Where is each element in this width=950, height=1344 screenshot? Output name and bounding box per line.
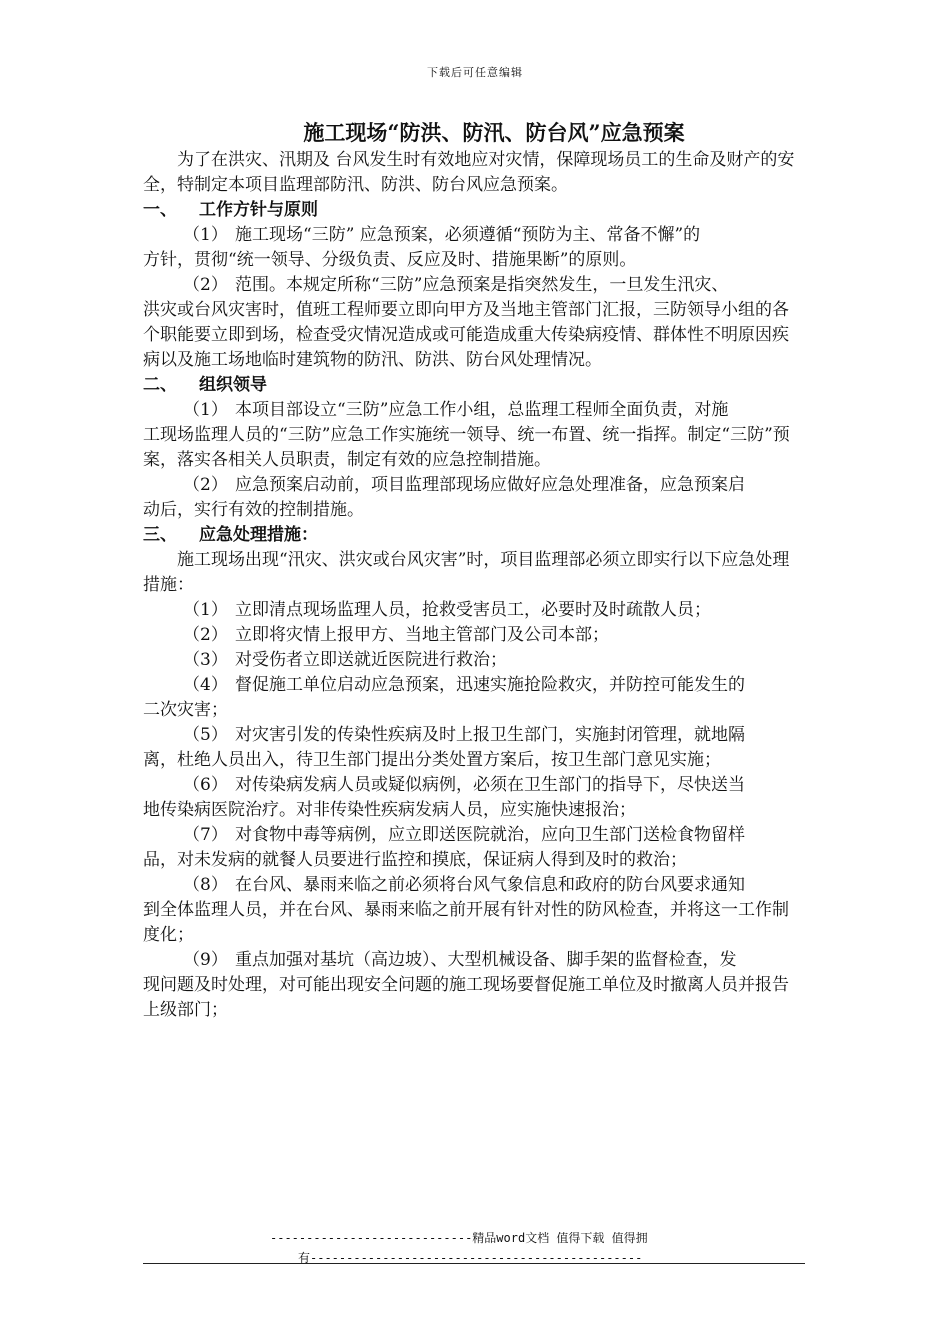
- list-item: [143, 873, 805, 898]
- item-number: （2）: [183, 475, 228, 495]
- item-text: 本项目部设立“三防”应急工作小组，总监理工程师全面负责，对施: [235, 400, 729, 420]
- item-continuation: 洪灾或台风灾害时，值班工程师要立即向甲方及当地主管部门汇报，三防领导小组的各个职能要立即到场，检查受灾情况造成或可能造成重大传染病疫情、群体性不明原因疾病以及施工场地临时建筑物的防汛、防洪、防台风处理情况。: [143, 300, 789, 370]
- item-number: （5）: [183, 725, 228, 745]
- item-text: 应急预案启动前，项目监理部现场应做好应急处理准备，应急预案启: [235, 475, 745, 495]
- section-2-heading: 二、 组织领导: [143, 375, 267, 395]
- item-number: （3）: [183, 650, 228, 670]
- item-number: （9）: [183, 950, 228, 970]
- item-text: 立即清点现场监理人员，抢救受害员工，必要时及时疏散人员；: [235, 600, 711, 620]
- footer-line-1: ----------------------------精品word文档 值得下载 值得拥: [270, 1231, 648, 1245]
- item-text: 在台风、暴雨来临之前必须将台风气象信息和政府的防台风要求通知: [235, 875, 745, 895]
- list-item: [143, 823, 805, 848]
- list-item: [143, 273, 805, 298]
- list-item: [143, 598, 805, 623]
- page-header: 下载后可任意编辑: [427, 66, 523, 79]
- list-item: [143, 398, 805, 423]
- section-3-heading: 三、 应急处理措施：: [143, 525, 318, 545]
- list-item: [143, 648, 805, 673]
- item-number: （1）: [183, 600, 228, 620]
- item-number: （7）: [183, 825, 228, 845]
- item-text: 对食物中毒等病例，应立即送医院就治，应向卫生部门送检食物留样: [235, 825, 745, 845]
- item-continuation: 动后，实行有效的控制措施。: [143, 500, 364, 520]
- item-number: （2）: [183, 625, 228, 645]
- list-item: [143, 623, 805, 648]
- item-number: （1）: [183, 225, 228, 245]
- item-text: 施工现场“三防” 应急预案，必须遵循“预防为主、常备不懈”的: [235, 225, 701, 245]
- item-text: 重点加强对基坑（高边坡）、大型机械设备、脚手架的监督检查，发: [235, 950, 737, 970]
- document-title: 施工现场“防洪、防汛、防台风”应急预案: [303, 120, 685, 145]
- section-1-heading: 一、 工作方针与原则: [143, 200, 318, 220]
- item-continuation: 地传染病医院治疗。对非传染性疾病发病人员，应实施快速报治；: [143, 800, 636, 820]
- item-text: 督促施工单位启动应急预案，迅速实施抢险救灾，并防控可能发生的: [235, 675, 745, 695]
- item-continuation: 离，杜绝人员出入，待卫生部门提出分类处置方案后，按卫生部门意见实施；: [143, 750, 721, 770]
- item-continuation: 方针，贯彻“统一领导、分级负责、反应及时、措施果断”的原则。: [143, 250, 637, 270]
- item-text: 立即将灾情上报甲方、当地主管部门及公司本部；: [235, 625, 609, 645]
- footer-line-2: 有----------------------------------------------: [298, 1251, 643, 1265]
- list-item: [143, 673, 805, 698]
- item-continuation: 现问题及时处理，对可能出现安全问题的施工现场要督促施工单位及时撤离人员并报告上级部门；: [143, 975, 789, 1020]
- item-number: （8）: [183, 875, 228, 895]
- item-number: （2）: [183, 275, 228, 295]
- page-footer: [270, 1228, 690, 1268]
- intro-paragraph: 为了在洪灾、汛期及 台风发生时有效地应对灾情，保障现场员工的生命及财产的安全，特制定本项目监理部防汛、防洪、防台风应急预案。: [143, 150, 795, 195]
- item-continuation: 品，对未发病的就餐人员要进行监控和摸底，保证病人得到及时的救治；: [143, 850, 687, 870]
- footer-rule: [143, 1263, 805, 1264]
- section-3-items: [143, 598, 805, 1023]
- item-continuation: 二次灾害；: [143, 700, 228, 720]
- list-item: [143, 473, 805, 498]
- item-text: 对传染病发病人员或疑似病例，必须在卫生部门的指导下，尽快送当: [235, 775, 745, 795]
- list-item: [143, 948, 805, 973]
- item-number: （4）: [183, 675, 228, 695]
- document-body: [143, 118, 805, 1023]
- item-number: （1）: [183, 400, 228, 420]
- item-continuation: 工现场监理人员的“三防”应急工作实施统一领导、统一布置、统一指挥。制定“三防”预案，落实各相关人员职责，制定有效的应急控制措施。: [143, 425, 790, 470]
- section-2-items: [143, 398, 805, 523]
- list-item: [143, 223, 805, 248]
- item-number: （6）: [183, 775, 228, 795]
- section-3-intro: 施工现场出现“汛灾、洪灾或台风灾害”时，项目监理部必须立即实行以下应急处理措施：: [143, 550, 790, 595]
- item-text: 范围。本规定所称“三防”应急预案是指突然发生，一旦发生汛灾、: [235, 275, 729, 295]
- item-text: 对受伤者立即送就近医院进行救治；: [235, 650, 507, 670]
- item-continuation: 到全体监理人员，并在台风、暴雨来临之前开展有针对性的防风检查，并将这一工作制度化；: [143, 900, 789, 945]
- section-1-items: [143, 223, 805, 373]
- item-text: 对灾害引发的传染性疾病及时上报卫生部门，实施封闭管理，就地隔: [235, 725, 745, 745]
- list-item: [143, 773, 805, 798]
- list-item: [143, 723, 805, 748]
